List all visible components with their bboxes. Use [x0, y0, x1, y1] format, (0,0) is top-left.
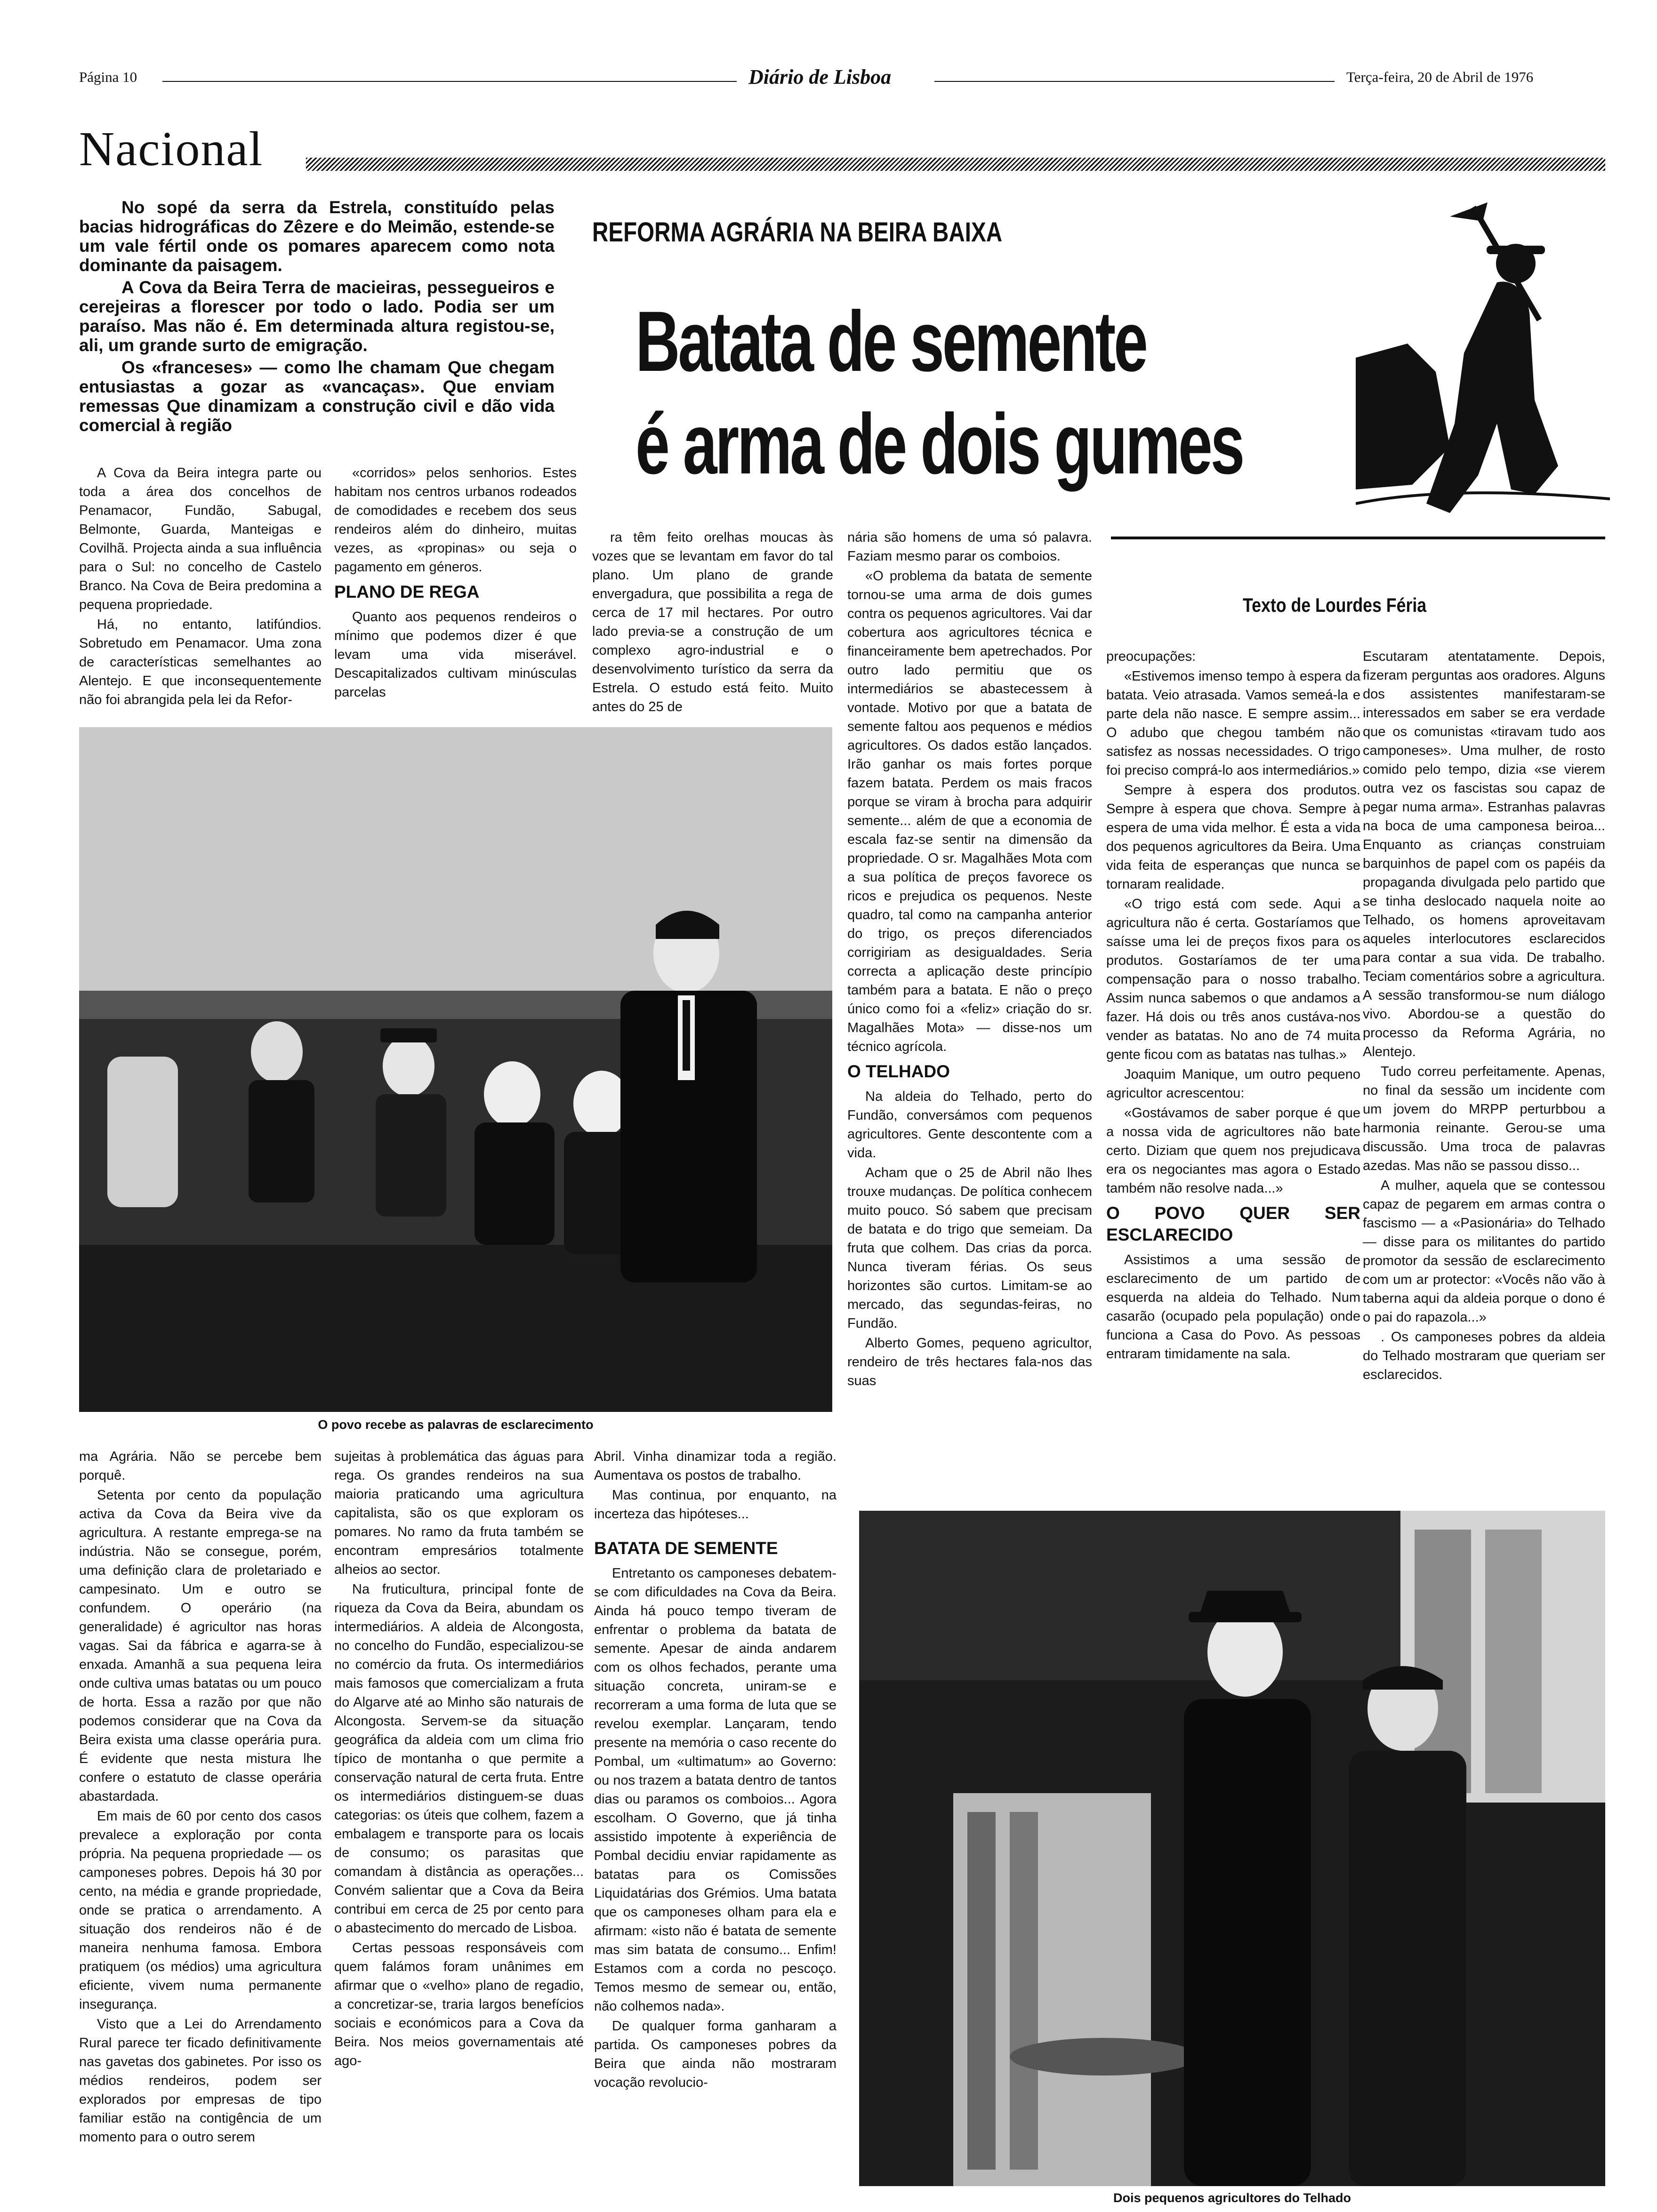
paragraph: Abril. Vinha dinamizar toda a região. Aumentava os postos de trabalho. [594, 1449, 837, 1483]
paragraph: Tudo correu perfeitamente. Apenas, no final da sessão um incidente com um jovem do MRPP perturbbou a harmonia reinante. Gerou-se uma discussão. Uma troca de palavras azedas. Mas não se passou disso... [1363, 1064, 1605, 1173]
section-hatch-bar [306, 158, 1605, 171]
farmer-illustration [1356, 202, 1610, 527]
paragraph: A mulher, aquela que se contessou capaz de pegarem em armas contra o fascismo — a «Pasionária» do Telhado — disse para os militantes do partido promotor da sessão de esclarecimento com um ar protector: «Vocês não vão à taberna aqui da aldeia porque o dono é o pai do rapazola...» [1363, 1178, 1605, 1325]
paragraph: Na fruticultura, principal fonte de riqueza da Cova da Beira, abundam os intermediários. A aldeia de Alcongosta, no concelho do Fundão, especializou-se no comércio da fruta. Os intermediários mais famosos que comercializam a fruta do Algarve até ao Minho são naturais de Alcongosta. Servem-se da situação geográfica da aldeia com um clima frio típico de montanha o que permite a conservação natural de certa fruta. Entre os intermediários distinguem-se duas categorias: os úteis que colhem, fazem a embalagem e transporte para os locais de consumo; os parasitas que comandam à distância as operações... Convém salientar que a Cova da Beira contribui em cerca de 25 por cento para o abastecimento do mercado de Lisboa. [334, 1582, 584, 1936]
photo-farmers [859, 1511, 1605, 2186]
paragraph: Joaquim Manique, um outro pequeno agricultor acrescentou: [1106, 1067, 1360, 1101]
column-1-top [79, 464, 322, 718]
intro-paragraph: No sopé da serra da Estrela, constituído pelas bacias hidrográficas do Zêzere e do Meimão, estende-se um vale fértil onde os pomares aparecem como nota dominante da paisagem. [79, 198, 555, 275]
column-6 [1363, 647, 1605, 1504]
paragraph: preocupações: [1106, 649, 1196, 664]
paragraph: Setenta por cento da população activa da Cova da Beira vive da agricultura. A restante emprega-se na indústria. Não se consegue, porém, uma definição clara de proletariado e campesinato. Um e outro se confundem. O operário (na generalidade) é agricultor nas horas vagas. Sai da fábrica e agarra-se à enxada. Amanhã a sua pequena leira onde cultiva umas batatas ou um pouco de horta. Essa a razão por que não podemos considerar que na Cova da Beira exista uma classe operária pura. É evidente que nesta mistura lhe confere o estatuto de classe operária abastardada. [79, 1488, 322, 1804]
paragraph: nária são homens de uma só palavra. Faziam mesmo parar os comboios. [847, 530, 1092, 564]
paragraph: A Cova da Beira integra parte ou toda a área dos concelhos de Penamacor, Fundão, Sabugal, Belmonte, Guarda, Manteigas e Covilhã. Projecta ainda a sua influência para o Sul: no concelho de Castelo Branco. Na Cova de Beira predomina a pequena propriedade. [79, 465, 322, 612]
intro-paragraph: Os «franceses» — como lhe chamam Que chegam entusiastas a gozar as «vancaças». Que enviam remessas Que dinamizam a construção civil e dão vida comercial à região [79, 358, 555, 435]
headline-line-2: é arma de dois gumes [635, 396, 1243, 492]
column-5 [1106, 647, 1360, 1504]
byline: Texto de Lourdes Féria [1243, 594, 1427, 616]
headline-line-1: Batata de semente [635, 293, 1146, 389]
paragraph: Acham que o 25 de Abril não lhes trouxe mudanças. De política conhecem muito pouco. Só sabem que precisam de batata e do trigo que semeiam. Da fruta que colhem. Das crias da porca. Nunca tiveram férias. Os seus horizontes são curtos. Limitam-se ao mercado, das segundas-feiras, no Fundão. [847, 1165, 1092, 1331]
caption-meeting: O povo recebe as palavras de esclarecimento [318, 1418, 594, 1432]
paragraph: sujeitas à problemática das águas para rega. Os grandes rendeiros na sua maioria praticando uma agricultura capitalista, são os que exploram os pomares. No ramo da fruta também se encontram empresários totalmente alheios ao sector. [334, 1449, 584, 1577]
paragraph: Visto que a Lei do Arrendamento Rural parece ter ficado definitivamente nas gavetas dos gabinetes. Por isso os médios rendeiros, podem ser explorados por empresas de tipo familiar estão na contigência de um momento para o outro serem [79, 2017, 322, 2145]
paragraph: Em mais de 60 por cento dos casos prevalece a exploração por conta própria. Na pequena propriedade — os camponeses pobres. Depois há 30 por cento, na média e grande propriedade, onde se pratica o arrendamento. A situação dos rendeiros não é de maneira nenhuma famosa. Embora pratiquem (os médios) uma agricultura eficiente, vivem numa permanente insegurança. [79, 1809, 322, 2012]
page-number: Página 10 [79, 69, 137, 85]
column-3-top [592, 528, 833, 718]
byline-rule [1111, 537, 1605, 539]
paragraph: ra têm feito orelhas moucas às vozes que se levantam em favor do tal plano. Um plano de grande envergadura, que possibilita a rega de cerca de 17 mil hectares. Por outro lado previa-se a construção de um complexo agro-industrial e o desenvolvimento turístico da serra da Estrela. O estudo está feito. Muito antes do 25 de [592, 530, 833, 714]
subheading: BATATA DE SEMENTE [594, 1539, 778, 1558]
illustration-hoe-blade [1450, 202, 1488, 221]
paragraph: . Os camponeses pobres da aldeia do Telhado mostraram que queriam ser esclarecidos. [1363, 1330, 1605, 1382]
issue-date: Terça-feira, 20 de Abril de 1976 [1346, 69, 1534, 85]
caption-farmers: Dois pequenos agricultores do Telhado [1113, 2191, 1351, 2205]
photo-farmers-image [859, 1511, 1605, 2186]
column-1-bottom [79, 1447, 322, 2177]
column-2-top [334, 464, 577, 718]
paragraph: De qualquer forma ganharam a partida. Os camponeses pobres da Beira que ainda não mostraram vocação revolucio- [594, 2019, 837, 2090]
paragraph: Há, no entanto, latifúndios. Sobretudo em Penamacor. Uma zona de características semelhantes ao Alentejo. E que inconsequentemente não foi abrangida pela lei da Refor- [79, 617, 322, 707]
subheading: PLANO DE REGA [334, 582, 480, 601]
paragraph: Assistimos a uma sessão de esclarecimento de um partido de esquerda na aldeia do Telhado. Num casarão (ocupado pela população) onde funciona a Casa do Povo. As pessoas entraram timidamente na sala. [1106, 1252, 1360, 1362]
column-3-bottom [594, 1447, 837, 2177]
subheading: O POVO QUER SER ESCLARECIDO [1106, 1203, 1360, 1244]
paragraph: Escutaram atentatamente. Depois, fizeram perguntas aos oradores. Alguns dos assistentes manifestaram-se interessados em saber se era verdade que os comunistas «tiravam tudo aos camponeses». Uma mulher, de rosto comido pelo tempo, dizia «se vierem outra vez os fascistas sou capaz de pegar numa arma». Estranhas palavras na boca de uma camponesa beiroa... Enquanto as crianças construiam barquinhos de papel com os papéis da propaganda divulgada pelo partido que se tinha deslocado naquela noite ao Telhado, os homens aproveitavam aqueles interlocutores esclarecidos para contar a sua vida. De trabalho. Teciam comentários sobre a agricultura. A sessão transformou-se num diálogo vivo. Abordou-se a questão do processo da Reforma Agrária, no Alentejo. [1363, 649, 1605, 1059]
header-rule-right [934, 81, 1335, 82]
paragraph: «corridos» pelos senhorios. Estes habitam nos centros urbanos rodeados de comodidades e recebem dos seus rendeiros além do dinheiro, muitas vezes, as «propinas» ou seja o pagamento em géneros. [334, 465, 577, 575]
intro-paragraph: A Cova da Beira Terra de macieiras, pessegueiros e cerejeiras a florescer por todo o lado. Podia ser um paraíso. Mas não é. Em determinada altura registou-se, ali, um grande surto de emigração. [79, 278, 555, 355]
column-2-bottom [334, 1447, 584, 2177]
paragraph: ma Agrária. Não se percebe bem porquê. [79, 1449, 322, 1483]
subheading: O TELHADO [847, 1062, 950, 1081]
paragraph: «Gostávamos de saber porque é que a nossa vida de agricultores não bate certo. Diziam que quem nos prejudicava era os negociantes mas agora o Estado também não resolve nada...» [1106, 1106, 1360, 1196]
photo-meeting [79, 727, 832, 1412]
section-title: Nacional [79, 122, 264, 176]
kicker: REFORMA AGRÁRIA NA BEIRA BAIXA [592, 217, 1003, 248]
paragraph: «O problema da batata de semente tornou-se uma arma de dois gumes contra os pequenos agricultores. Vai dar cobertura aos agricultores técnica e financeiramente bem apetrechados. Por outro lado permitiu que os intermediários se abastecessem à vontade. Motivo por que a batata de semente faltou aos pequenos e médios agricultores. Os dados estão lançados. Irão ganhar os mais fortes porque fazem batata. Perdem os mais fracos porque se viram à brocha para adquirir semente... além de que a economia de escala faz-se sentir na dimensão da propriedade. O sr. Magalhães Mota com a sua política de preços favorece os ricos e prejudica os pequenos. Neste quadro, tal como na campanha anterior do trigo, os preços diferenciados corrigiriam as desigualdades. Seria correcta a aplicação deste princípio também para a batata. E não o preço único como foi a «feliz» criação do sr. Magalhães Mota» — disse-nos um técnico agrícola. [847, 569, 1092, 1054]
intro-block [79, 198, 555, 438]
column-4 [847, 528, 1092, 1502]
paragraph: Mas continua, por enquanto, na incerteza das hipóteses... [594, 1488, 837, 1522]
photo-meeting-image [79, 727, 832, 1412]
paragraph: Alberto Gomes, pequeno agricultor, rendeiro de três hectares fala-nos das suas [847, 1336, 1092, 1388]
header-rule-left [162, 81, 737, 82]
paragraph: «Estivemos imenso tempo à espera da batata. Veio atrasada. Vamos semeá-la e parte dela não nasce. E sempre assim... O adubo que chegou também não satisfez as nossas necessidades. O trigo foi preciso comprá-lo aos intermediários.» [1106, 669, 1360, 778]
paragraph: Certas pessoas responsáveis com quem falámos foram unânimes em afirmar que o «velho» plano de regadio, a concretizar-se, traria largos benefícios sociais e económicos para a Cova da Beira. Nos meios governamentais até ago- [334, 1940, 584, 2068]
paragraph: Quanto aos pequenos rendeiros o mínimo que podemos dizer é que levam uma vida miserável. Descapitalizados cultivam minúsculas parcelas [334, 609, 577, 700]
paragraph: Na aldeia do Telhado, perto do Fundão, conversámos com pequenos agricultores. Gente descontente com a vida. [847, 1089, 1092, 1161]
paragraph: Sempre à espera dos produtos. Sempre à espera que chova. Sempre à espera de uma vida melhor. É esta a vida dos pequenos agricultores da Beira. Uma vida feita de esperanças que nunca se tornaram realidade. [1106, 783, 1360, 892]
paragraph: «O trigo está com sede. Aqui a agricultura não é certa. Gostaríamos que saísse uma lei de preços fixos para os produtos. Gostaríamos de ter uma compensação para o nosso trabalho. Assim nunca sabemos o que andamos a fazer. Há dois ou três anos custáva-nos vender as batatas. No ano de 74 muita gente ficou com as batatas nas tulhas.» [1106, 897, 1360, 1062]
newspaper-name: Diário de Lisboa [748, 65, 892, 88]
paragraph: Entretanto os camponeses debatem-se com dificuldades na Cova da Beira. Ainda há pouco tempo tiveram de enfrentar o problema da batata de semente. Apesar de ainda andarem com os olhos fechados, perante uma situação concreta, uniram-se e recorreram a uma forma de luta que se revelou exemplar. Lançaram, tendo presente na memória o caso recente do Pombal, um «ultimatum» ao Governo: ou nos trazem a batata dentro de tantos dias ou paramos os comboios... Agora escolham. O Governo, que já tinha assistido impotente à experiência de Pombal decidiu enviar rapidamente as batatas para os Comissões Liquidatárias dos Grémios. Uma batata que os camponeses olham para ela e afirmam: «isto não é batata de semente mas sim batata de consumo... Enfim! Estamos com a corda no pescoço. Temos mesmo de semear ou, então, não colhemos nada». [594, 1566, 837, 2014]
